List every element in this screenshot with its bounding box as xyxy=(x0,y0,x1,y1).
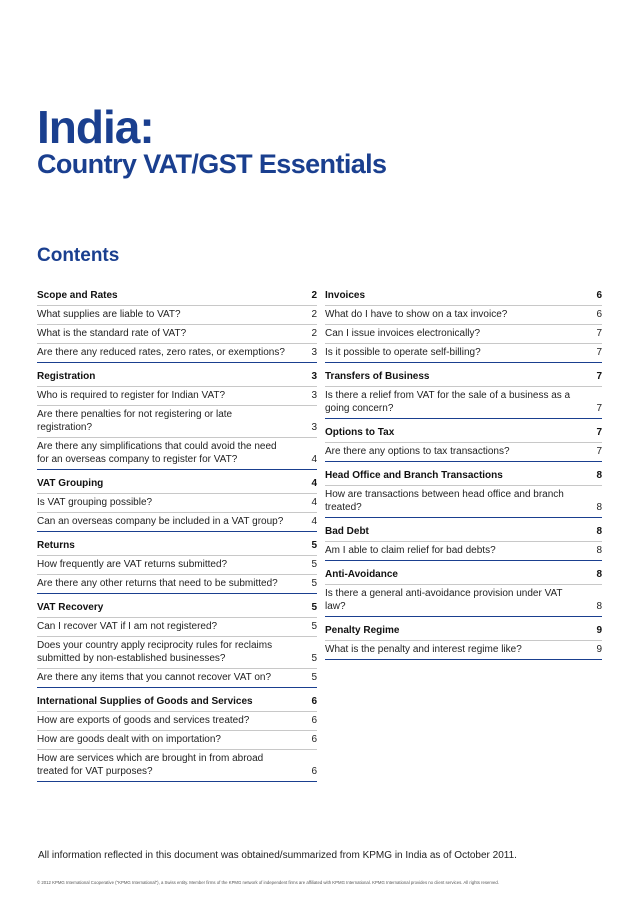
toc-page-number: 8 xyxy=(596,502,602,513)
toc-heading-text: VAT Recovery xyxy=(37,602,104,613)
toc-entry[interactable] xyxy=(37,556,317,575)
toc-section xyxy=(37,693,317,782)
toc-page-number: 8 xyxy=(596,601,602,612)
toc-entry-text: Can an overseas company be included in a VAT group? xyxy=(37,516,284,527)
toc-page-number: 6 xyxy=(311,766,317,777)
toc-page-number: 6 xyxy=(311,734,317,745)
toc-heading-text: Penalty Regime xyxy=(325,625,400,636)
toc-page-number: 5 xyxy=(311,621,317,632)
toc-page-number: 5 xyxy=(311,653,317,664)
toc-page-number: 6 xyxy=(311,715,317,726)
toc-section xyxy=(325,467,602,518)
toc-page-number: 6 xyxy=(596,309,602,320)
toc-page-number: 2 xyxy=(311,309,317,320)
toc-entry-text: How are exports of goods and services treated? xyxy=(37,715,250,726)
toc-page-number: 5 xyxy=(311,559,317,570)
toc-entry[interactable] xyxy=(325,585,602,617)
toc-entry-text: What is the penalty and interest regime like? xyxy=(325,644,522,655)
toc-section-heading[interactable] xyxy=(37,287,317,306)
toc-section-heading[interactable] xyxy=(325,287,602,306)
toc-entry-text: How are transactions between head office and branch treated? xyxy=(325,489,564,513)
toc-entry-text: How frequently are VAT returns submitted? xyxy=(37,559,228,570)
toc-section-heading[interactable] xyxy=(37,368,317,387)
toc-page-number: 3 xyxy=(311,390,317,401)
toc-entry-text: Can I issue invoices electronically? xyxy=(325,328,481,339)
toc-section-heading[interactable] xyxy=(37,599,317,618)
toc-page-number: 8 xyxy=(596,545,602,556)
toc-page-number: 9 xyxy=(596,644,602,655)
toc-page-number: 5 xyxy=(311,672,317,683)
toc-entry[interactable] xyxy=(37,669,317,688)
toc-heading-text: Returns xyxy=(37,540,75,551)
toc-page-number: 3 xyxy=(311,347,317,358)
toc-entry-text: Are there any other returns that need to be submitted? xyxy=(37,578,278,589)
toc-page-number: 4 xyxy=(311,497,317,508)
toc-heading-text: Options to Tax xyxy=(325,427,395,438)
copyright-notice: © 2012 KPMG International Cooperative ("KPMG International"), a Swiss entity. Member firms of the KPMG network of independent firms are affiliated with KPMG International. KPMG International provides no client services. All rights reserved. xyxy=(37,880,499,885)
toc-entry[interactable] xyxy=(37,406,317,438)
toc-entry-text: Can I recover VAT if I am not registered? xyxy=(37,621,218,632)
toc-section xyxy=(325,424,602,462)
toc-page-number: 4 xyxy=(311,516,317,527)
toc-page-number: 2 xyxy=(311,290,317,301)
toc-entry[interactable] xyxy=(37,575,317,594)
toc-page-number: 2 xyxy=(311,328,317,339)
toc-page-number: 7 xyxy=(596,403,602,414)
toc-heading-text: Bad Debt xyxy=(325,526,369,537)
toc-entry-text: Is there a relief from VAT for the sale of a business as a going concern? xyxy=(325,390,571,414)
toc-section-heading[interactable] xyxy=(325,523,602,542)
toc-entry-text: Are there any simplifications that could avoid the need for an overseas company to register for VAT? xyxy=(37,441,277,465)
toc-entry[interactable] xyxy=(325,443,602,462)
toc-heading-text: VAT Grouping xyxy=(37,478,104,489)
toc-section-heading[interactable] xyxy=(37,693,317,712)
toc-section-heading[interactable] xyxy=(325,467,602,486)
toc-page-number: 8 xyxy=(596,569,602,580)
toc-entry-text: Is there a general anti-avoidance provision under VAT law? xyxy=(325,588,563,612)
toc-heading-text: Transfers of Business xyxy=(325,371,430,382)
toc-entry[interactable] xyxy=(37,387,317,406)
toc-page-number: 7 xyxy=(596,446,602,457)
toc-section xyxy=(325,523,602,561)
toc-entry[interactable] xyxy=(325,306,602,325)
toc-section-heading[interactable] xyxy=(37,537,317,556)
toc-page-number: 6 xyxy=(311,696,317,707)
toc-entry[interactable] xyxy=(37,325,317,344)
toc-heading-text: Registration xyxy=(37,371,96,382)
toc-heading-text: Anti-Avoidance xyxy=(325,569,398,580)
toc-entry[interactable] xyxy=(37,712,317,731)
contents-heading: Contents xyxy=(37,245,120,266)
toc-entry[interactable] xyxy=(325,387,602,419)
toc-section xyxy=(37,368,317,470)
toc-entry[interactable] xyxy=(37,750,317,782)
toc-page-number: 5 xyxy=(311,540,317,551)
toc-section-heading[interactable] xyxy=(325,424,602,443)
toc-entry-text: Are there any items that you cannot recover VAT on? xyxy=(37,672,272,683)
toc-page-number: 7 xyxy=(596,328,602,339)
toc-entry[interactable] xyxy=(37,618,317,637)
toc-section-heading[interactable] xyxy=(325,368,602,387)
toc-entry[interactable] xyxy=(325,486,602,518)
toc-heading-text: International Supplies of Goods and Services xyxy=(37,696,253,707)
toc-entry-text: Am I able to claim relief for bad debts? xyxy=(325,545,496,556)
toc-page-number: 7 xyxy=(596,347,602,358)
toc-entry[interactable] xyxy=(325,325,602,344)
toc-entry-text: What do I have to show on a tax invoice? xyxy=(325,309,508,320)
toc-section xyxy=(37,287,317,363)
toc-heading-text: Scope and Rates xyxy=(37,290,118,301)
toc-entry-text: How are services which are brought in from abroad treated for VAT purposes? xyxy=(37,753,264,777)
toc-heading-text: Head Office and Branch Transactions xyxy=(325,470,503,481)
toc-section xyxy=(325,287,602,363)
toc-entry[interactable] xyxy=(37,637,317,669)
toc-entry-text: Is VAT grouping possible? xyxy=(37,497,153,508)
toc-section xyxy=(325,566,602,617)
toc-page-number: 5 xyxy=(311,578,317,589)
toc-entry-text: What is the standard rate of VAT? xyxy=(37,328,187,339)
toc-page-number: 8 xyxy=(596,526,602,537)
footer-note: All information reflected in this document was obtained/summarized from KPMG in India as of October 2011. xyxy=(38,850,517,861)
toc-entry[interactable] xyxy=(37,494,317,513)
toc-entry[interactable] xyxy=(37,438,317,470)
toc-right-column xyxy=(325,287,602,665)
toc-section-heading[interactable] xyxy=(325,622,602,641)
toc-page-number: 7 xyxy=(596,427,602,438)
toc-page-number: 4 xyxy=(311,454,317,465)
toc-page-number: 8 xyxy=(596,470,602,481)
toc-page-number: 6 xyxy=(596,290,602,301)
toc-section xyxy=(325,368,602,419)
toc-entry[interactable] xyxy=(325,641,602,660)
toc-entry[interactable] xyxy=(37,344,317,363)
toc-page-number: 3 xyxy=(311,371,317,382)
toc-section xyxy=(37,475,317,532)
toc-page-number: 5 xyxy=(311,602,317,613)
document-subtitle: Country VAT/GST Essentials xyxy=(37,149,387,179)
toc-left-column xyxy=(37,287,317,787)
toc-entry-text: Are there penalties for not registering or late registration? xyxy=(37,409,233,433)
toc-entry-text: Is it possible to operate self-billing? xyxy=(325,347,481,358)
toc-section xyxy=(325,622,602,660)
toc-entry[interactable] xyxy=(325,542,602,561)
toc-entry[interactable] xyxy=(37,513,317,532)
toc-entry-text: Are there any options to tax transactions? xyxy=(325,446,510,457)
toc-entry-text: Are there any reduced rates, zero rates, or exemptions? xyxy=(37,347,285,358)
toc-entry-text: What supplies are liable to VAT? xyxy=(37,309,181,320)
toc-page-number: 3 xyxy=(311,422,317,433)
toc-entry-text: How are goods dealt with on importation? xyxy=(37,734,221,745)
document-title: India: xyxy=(37,101,154,153)
toc-section xyxy=(37,599,317,688)
toc-section-heading[interactable] xyxy=(37,475,317,494)
toc-page-number: 4 xyxy=(311,478,317,489)
toc-heading-text: Invoices xyxy=(325,290,366,301)
toc-entry[interactable] xyxy=(37,731,317,750)
toc-entry-text: Who is required to register for Indian VAT? xyxy=(37,390,226,401)
toc-section-heading[interactable] xyxy=(325,566,602,585)
toc-page-number: 9 xyxy=(596,625,602,636)
toc-entry[interactable] xyxy=(325,344,602,363)
toc-entry-text: Does your country apply reciprocity rules for reclaims submitted by non-established businesses? xyxy=(37,640,273,664)
toc-section xyxy=(37,537,317,594)
toc-page-number: 7 xyxy=(596,371,602,382)
toc-entry[interactable] xyxy=(37,306,317,325)
